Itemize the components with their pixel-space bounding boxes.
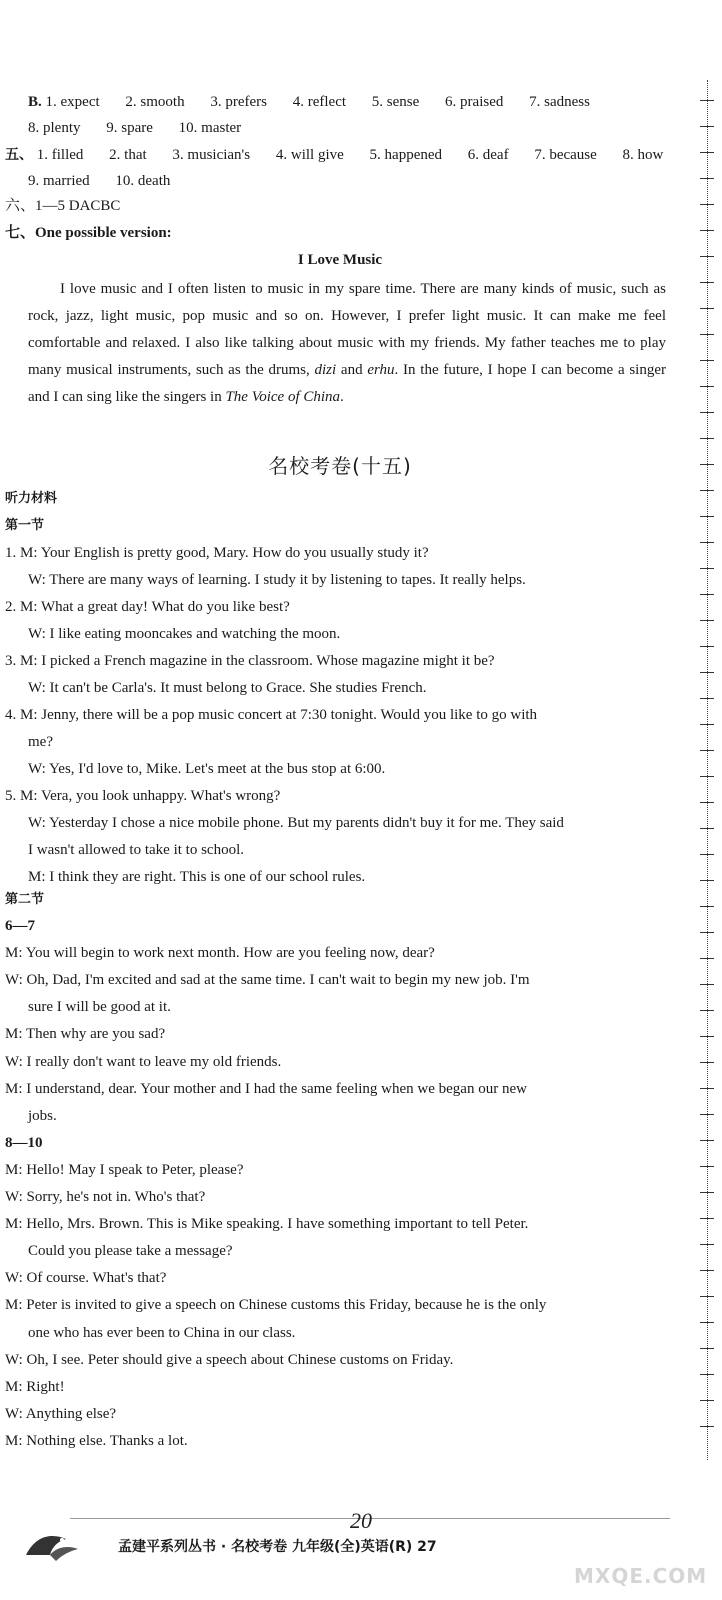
listening-heading: 听力材料 [5,491,58,506]
binding-tick [700,178,714,179]
dialogue-line: W: Sorry, he's not in. Who's that? [5,1189,206,1205]
binding-tick [700,438,714,439]
binding-tick [700,1400,714,1401]
binding-tick [700,1010,714,1011]
binding-tick [700,308,714,309]
binding-tick [700,464,714,465]
essay-and: and [336,362,368,378]
dialogue-line: I wasn't allowed to take it to school. [28,842,244,858]
binding-tick [700,932,714,933]
essay-text-2: . In the future, I hope I can become a singer and I can sing like the singers in [28,362,666,405]
answer-item: 4. will give [275,147,344,163]
dialogue-line: one who has ever been to China in our class. [28,1324,296,1341]
answer-item: 7. because [534,147,597,163]
dialogue-line: W: Yesterday I chose a nice mobile phone. But my parents didn't buy it for me. They said [28,815,564,831]
binding-tick [700,880,714,881]
answer-item: 6. praised [445,94,504,110]
dialogue-line: W: I like eating mooncakes and watching the moon. [28,626,341,642]
dialogue-line: M: Then why are you sad? [5,1026,166,1043]
binding-tick [700,1062,714,1063]
binding-tick [700,100,714,101]
binding-tick [700,620,714,621]
binding-tick [700,1218,714,1219]
binding-tick [700,984,714,985]
bird-logo-icon [22,1525,82,1565]
dialogue-line: M: Nothing else. Thanks a lot. [5,1432,188,1449]
dialogue-line: jobs. [28,1107,57,1124]
dialogue-line: M: You will begin to work next month. How are you feeling now, dear? [5,945,435,962]
binding-tick [700,282,714,283]
binding-tick [700,1244,714,1245]
dialogue-line: M: Hello, Mrs. Brown. This is Mike speaking. I have something important to tell Peter. [5,1216,529,1233]
dialogue-line: W: Yes, I'd love to, Mike. Let's meet at the bus stop at 6:00. [28,761,386,777]
dialogue-line: W: There are many ways of learning. I study it by listening to tapes. It really helps. [28,572,526,588]
answers-section-5-cont [28,171,192,191]
dialogue-line: M: Right! [5,1378,65,1395]
answer-item: 6. deaf [467,147,509,163]
dialogue-line: M: I understand, dear. Your mother and I had the same feeling when we began our new [5,1080,527,1097]
dialogue-line: W: I really don't want to leave my old friends. [5,1053,282,1070]
answers-section-b-cont [28,118,263,138]
section-2-heading: 第二节 [5,892,45,907]
binding-tick [700,204,714,205]
dialogue-line: M: I think they are right. This is one of our school rules. [28,869,366,885]
binding-tick [700,256,714,257]
answer-item: 3. prefers [210,94,267,110]
dialogue-line: M: Hello! May I speak to Peter, please? [5,1161,244,1178]
binding-tick [700,126,714,127]
binding-tick [700,724,714,725]
dialogue-line: Could you please take a message? [28,1243,233,1260]
binding-tick [700,1192,714,1193]
binding-tick [700,412,714,413]
answer-item: 5. sense [371,94,420,110]
binding-tick [700,360,714,361]
binding-tick [700,1114,714,1115]
dialogue-line: 8—10 [5,1134,43,1151]
essay-erhu: erhu [367,362,395,378]
binding-dotted-rule [707,80,708,1460]
dialogue-line: W: It can't be Carla's. It must belong to Grace. She studies French. [28,680,427,696]
binding-tick [700,1426,714,1427]
exam-title: 名校考卷(十五) [268,454,412,478]
dialogue-line: 5. M: Vera, you look unhappy. What's wrong? [5,788,281,804]
binding-tick [700,1166,714,1167]
answer-item: 5. happened [369,147,443,163]
site-watermark [560,1540,720,1600]
essay-body [28,276,666,411]
section-b-label: B. [28,94,42,110]
binding-tick [700,1296,714,1297]
section-5-label: 五、 [5,147,33,163]
binding-tick [700,1270,714,1271]
essay-end: . [340,389,344,405]
binding-tick [700,152,714,153]
dialogue-line: 3. M: I picked a French magazine in the classroom. Whose magazine might it be? [5,653,495,669]
binding-tick [700,568,714,569]
binding-tick [700,1348,714,1349]
dialogue-line: W: Oh, Dad, I'm excited and sad at the same time. I can't wait to begin my new job. I'm [5,972,530,989]
dialogue-line: 4. M: Jenny, there will be a pop music concert at 7:30 tonight. Would you like to go with [5,707,538,723]
essay-title: I Love Music [297,252,383,268]
answer-item: 9. married [28,173,90,189]
binding-tick [700,542,714,543]
answer-item: 10. death [115,173,171,189]
answer-item: 8. plenty [28,120,81,136]
answer-item: 7. sadness [529,94,590,110]
footer-text: 孟建平系列丛书 · 名校考卷 九年级(全)英语(R) 27 [118,1539,437,1555]
dialogue-line: M: Peter is invited to give a speech on Chinese customs this Friday, because he is the only [5,1297,547,1314]
answer-item: 2. smooth [125,94,185,110]
binding-tick [700,854,714,855]
answers-section-b [28,92,612,112]
answer-item: 2. that [109,147,147,163]
answer-item: 9. spare [106,120,153,136]
binding-tick [700,490,714,491]
binding-tick [700,386,714,387]
binding-tick [700,828,714,829]
answers-section-5 [5,145,685,165]
answers-section-7: 七、One possible version: [5,225,172,241]
answer-item: 4. reflect [292,94,347,110]
essay-text: I love music and I often listen to music in my spare time. There are many kinds of music, such as rock, jazz, light music, pop music and so on. However, I prefer light music. It can make me feel comfortable and relaxed. I also like talking about music with my friends. My father teaches me to play many musical instruments, such as the drums, [28,281,666,378]
answers-section-6: 六、1—5 DACBC [5,198,121,214]
answer-item: 10. master [178,120,242,136]
binding-tick [700,516,714,517]
binding-tick [700,1374,714,1375]
binding-tick [700,1140,714,1141]
dialogue-line: 1. M: Your English is pretty good, Mary. How do you usually study it? [5,545,429,561]
handwritten-page-mark: 20 [350,1508,372,1533]
dialogue-line: 6—7 [5,918,35,934]
essay-show-title: The Voice of China [225,389,341,405]
binding-tick [700,230,714,231]
binding-tick [700,958,714,959]
binding-tick [700,1322,714,1323]
binding-tick [700,750,714,751]
binding-tick [700,1036,714,1037]
answer-item: 1. expect [45,94,100,110]
binding-tick [700,802,714,803]
binding-tick [700,906,714,907]
answer-item: 8. how [622,147,664,163]
dialogue-line: W: Oh, I see. Peter should give a speech about Chinese customs on Friday. [5,1351,454,1368]
binding-tick [700,776,714,777]
binding-tick [700,672,714,673]
binding-tick [700,334,714,335]
answer-item: 1. filled [36,147,84,163]
dialogue-line: W: Of course. What's that? [5,1270,167,1287]
dialogue-line: W: Anything else? [5,1405,117,1422]
section-1-heading: 第一节 [5,518,45,533]
binding-tick [700,646,714,647]
dialogue-line: sure I will be good at it. [28,999,171,1016]
dialogue-line: 2. M: What a great day! What do you like best? [5,599,290,615]
binding-tick [700,594,714,595]
answer-item: 3. musician's [172,147,251,163]
essay-dizi: dizi [314,362,337,378]
watermark-text: MXQE.COM [574,1564,708,1588]
binding-tick [700,698,714,699]
dialogue-line: me? [28,734,53,750]
binding-tick [700,1088,714,1089]
